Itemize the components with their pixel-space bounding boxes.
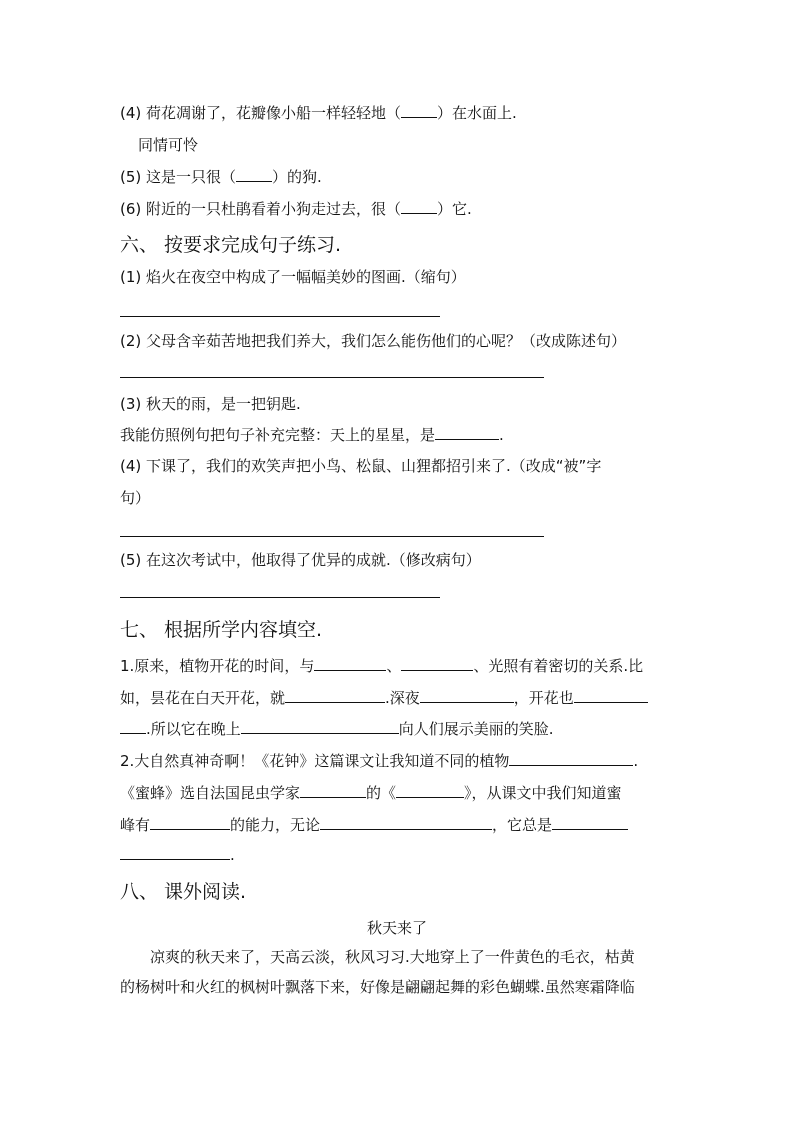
item-text: (6) 附近的一只杜鹃看着小狗走过去，很（	[120, 200, 402, 218]
s7-line-2	[120, 687, 648, 708]
item-text: (5) 这是一只很（	[120, 168, 237, 186]
passage-title: 秋天来了	[366, 919, 427, 937]
blank[interactable]	[241, 719, 399, 734]
item-text: 的能力，无论	[230, 816, 321, 834]
item-text: ）在水面上.	[437, 104, 517, 122]
s6-item-2: (2) 父母含辛茹苦地把我们养大，我们怎么能伤他们的心呢？（改成陈述句）	[120, 332, 627, 350]
item-text: 2.大自然真神奇啊！《花钟》这篇课文让我知道不同的植物	[120, 752, 510, 770]
s6-item-3: (3) 秋天的雨，是一把钥匙.	[120, 395, 301, 413]
blank[interactable]	[320, 815, 492, 830]
s7-line-1	[120, 655, 643, 676]
blank[interactable]	[314, 656, 386, 671]
item-text: .	[499, 426, 504, 444]
item-text: .所以它在晚上	[146, 720, 241, 738]
answer-line[interactable]	[120, 536, 544, 537]
blank[interactable]	[300, 783, 366, 798]
s6-item-3-prompt	[120, 424, 504, 445]
blank[interactable]	[120, 845, 230, 860]
item-text: 、	[386, 657, 402, 675]
word-bank: 同情可怜	[138, 136, 199, 154]
section-8-heading: 八、 课外阅读.	[120, 881, 247, 903]
blank[interactable]	[236, 167, 272, 182]
blank[interactable]	[552, 815, 628, 830]
blank[interactable]	[401, 103, 437, 118]
item-text: ，开花也	[513, 689, 574, 707]
section-6-heading: 六、 按要求完成句子练习.	[120, 234, 342, 256]
s6-item-4-cont: 句）	[120, 489, 151, 507]
s6-item-4: (4) 下课了，我们的欢笑声把小鸟、松鼠、山狸都招引来了.（改成“被”字	[120, 457, 602, 475]
blank[interactable]	[396, 783, 464, 798]
item-text: 《蜜蜂》选自法国昆虫学家	[120, 784, 301, 802]
item-text: (4) 荷花凋谢了，花瓣像小船一样轻轻地（	[120, 104, 402, 122]
blank[interactable]	[285, 688, 385, 703]
s7-line-5	[120, 782, 622, 803]
answer-line[interactable]	[120, 597, 440, 598]
item-text: 、光照有着密切的关系.比	[473, 657, 644, 675]
item-text: .	[230, 846, 235, 864]
blank[interactable]	[401, 656, 473, 671]
item-text: 》，从课文中我们知道蜜	[464, 784, 622, 802]
item-text: 1.原来，植物开花的时间，与	[120, 657, 315, 675]
s6-item-5: (5) 在这次考试中，他取得了优异的成就.（修改病句）	[120, 551, 481, 569]
s6-item-1: (1) 焰火在夜空中构成了一幅幅美妙的图画.（缩句）	[120, 268, 466, 286]
q5-item-4	[120, 102, 517, 123]
blank[interactable]	[150, 815, 230, 830]
q5-item-5	[120, 166, 322, 187]
item-text: ）的狗.	[272, 168, 322, 186]
item-text: ，它总是	[492, 816, 553, 834]
item-text: 的《	[366, 784, 397, 802]
q5-item-6	[120, 198, 472, 219]
passage-line-1: 凉爽的秋天来了，天高云淡，秋风习习.大地穿上了一件黄色的毛衣，枯黄	[150, 948, 635, 966]
item-text: .	[633, 752, 639, 770]
s7-line-6	[120, 814, 628, 835]
item-text: 如，昙花在白天开花，就	[120, 689, 286, 707]
item-text: 峰有	[120, 816, 151, 834]
item-text: ）它.	[437, 200, 472, 218]
blank[interactable]	[120, 719, 146, 734]
item-text: .深夜	[385, 689, 420, 707]
blank[interactable]	[420, 688, 514, 703]
item-text: 向人们展示美丽的笑脸.	[398, 720, 554, 738]
blank[interactable]	[401, 199, 437, 214]
s7-line-3	[120, 718, 554, 739]
item-text: 我能仿照例句把句子补充完整：天上的星星，是	[120, 426, 436, 444]
blank[interactable]	[509, 751, 633, 766]
answer-line[interactable]	[120, 316, 440, 317]
blank[interactable]	[574, 688, 648, 703]
section-7-heading: 七、 根据所学内容填空.	[120, 619, 323, 641]
s7-line-7	[120, 845, 235, 864]
blank[interactable]	[435, 425, 499, 440]
s7-line-4	[120, 750, 638, 771]
passage-line-2: 的杨树叶和火红的枫树叶飘落下来，好像是翩翩起舞的彩色蝴蝶.虽然寒霜降临	[120, 978, 635, 996]
answer-line[interactable]	[120, 377, 544, 378]
